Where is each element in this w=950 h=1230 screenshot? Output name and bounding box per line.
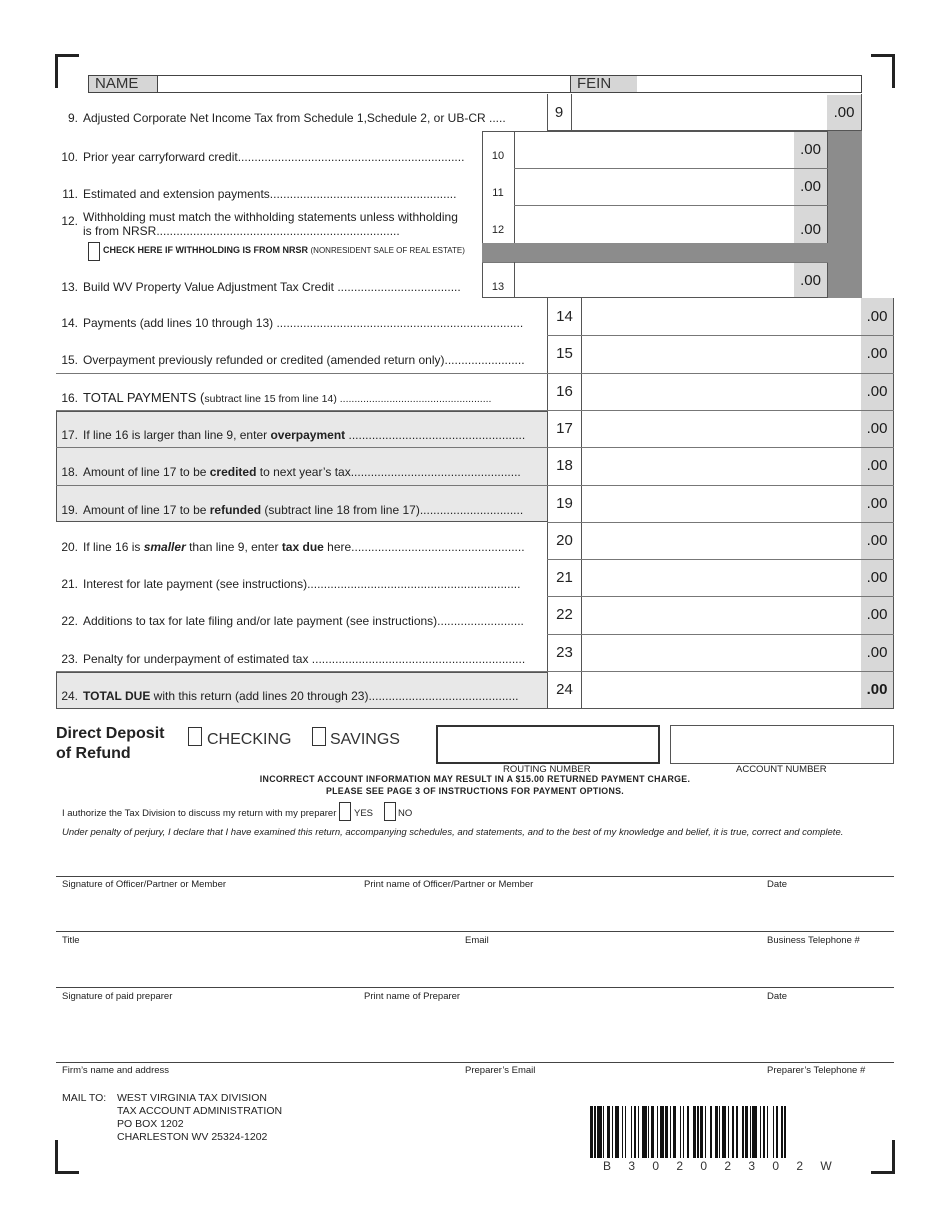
line-15-number: 15: [556, 345, 573, 363]
savings-label: SAVINGS: [330, 731, 400, 748]
line-11-number: 11: [492, 187, 504, 199]
corner-mark-tl: [55, 54, 79, 88]
corner-mark-bl: [55, 1140, 79, 1174]
line-13-number: 13: [491, 281, 505, 293]
line-11-amount[interactable]: [515, 169, 794, 205]
line-13-label: 13. Build WV Property Value Adjustment Tax Credit .....................................: [61, 280, 461, 294]
line-11-cents: .00: [794, 169, 827, 205]
name-label: NAME: [89, 76, 157, 92]
line-23-amount[interactable]: [582, 635, 861, 670]
line-16-number: 16: [556, 382, 573, 400]
nrsr-gray-band: [482, 243, 862, 262]
fein-label: FEIN: [571, 76, 637, 92]
authorize-text: I authorize the Tax Division to discuss my return with my preparer: [62, 808, 337, 819]
line-16-amount[interactable]: [582, 374, 861, 409]
authorize-no-label: NO: [398, 808, 413, 819]
officer-name-label: Print name of Officer/Partner or Member: [364, 879, 534, 890]
line-20-number: 20: [556, 531, 573, 549]
line-13-cents: .00: [794, 263, 827, 297]
preparer-name-label: Print name of Preparer: [364, 991, 461, 1002]
line-23-label: 23. Penalty for underpayment of estimated tax ................................................................: [61, 651, 526, 666]
firm-name-label: Firm’s name and address: [62, 1065, 170, 1076]
line-9-amount[interactable]: [572, 95, 827, 130]
direct-deposit-title: Direct Deposit of Refund: [56, 725, 165, 762]
line-9-number: 9: [554, 104, 564, 121]
inner-credit-block-shade: [828, 131, 862, 298]
line-21-label: 21. Interest for late payment (see instructions)................................................................: [61, 577, 521, 592]
line-12-cents: .00: [794, 206, 827, 243]
email-label: Email: [465, 935, 489, 946]
checking-label: CHECKING: [207, 731, 292, 748]
line-20-label: 20. If line 16 is smaller than line 9, enter tax due here....................................................: [61, 539, 525, 554]
line-12-number: 12: [491, 224, 505, 236]
line-24-cents: .00: [866, 681, 888, 698]
line-18-number: 18: [556, 457, 573, 475]
line-9-cents: .00: [827, 95, 861, 130]
title-label: Title: [62, 935, 80, 946]
routing-number-input[interactable]: [436, 725, 660, 764]
line-17-amount[interactable]: [582, 411, 861, 446]
perjury-statement: Under penalty of perjury, I declare that I have examined this return, accompanying schedules, and statements, and to the best of my knowledge and belief, it is true, correct and complete.: [62, 827, 844, 838]
officer-date-label: Date: [767, 879, 788, 890]
line-10-amount[interactable]: [515, 132, 794, 168]
line-18-label: 18. Amount of line 17 to be credited to next year’s tax...................................................: [61, 465, 521, 480]
routing-number-label: ROUTING NUMBER: [503, 764, 591, 775]
account-number-label: ACCOUNT NUMBER: [736, 764, 827, 775]
line-21-cents: .00: [866, 569, 888, 587]
line-24-number: 24: [556, 681, 573, 698]
line-17-label: 17. If line 16 is larger than line 9, enter overpayment .....................................................: [61, 427, 526, 442]
mail-address: WEST VIRGINIA TAX DIVISION TAX ACCOUNT ADMINISTRATION PO BOX 1202 CHARLESTON WV 25324-1202: [117, 1092, 283, 1143]
line-9-label: 9. Adjusted Corporate Net Income Tax from Schedule 1,Schedule 2, or UB-CR .....: [67, 111, 506, 125]
line-14-number: 14: [556, 308, 573, 325]
line-16-label: 16. TOTAL PAYMENTS (subtract line 15 from line 14) ....................................................: [61, 389, 492, 405]
line-14-label: 14. Payments (add lines 10 through 13) ..........................................................................: [61, 316, 524, 330]
line-19-label: 19. Amount of line 17 to be refunded (subtract line 18 from line 17)...............................: [61, 502, 524, 517]
barcode: [590, 1106, 858, 1158]
preparer-date-label: Date: [767, 991, 788, 1002]
name-fein-header: [88, 75, 862, 93]
barcode-text: B 3 0 2 0 2 3 0 2 W: [603, 1159, 839, 1173]
line-16-cents: .00: [866, 382, 888, 400]
checking-checkbox[interactable]: [188, 727, 202, 746]
line-14-amount[interactable]: [582, 299, 861, 334]
line-22-number: 22: [556, 606, 573, 624]
preparer-phone-label: Preparer’s Telephone #: [767, 1065, 866, 1076]
preparer-signature-label: Signature of paid preparer: [62, 991, 173, 1002]
line-17-cents: .00: [866, 419, 888, 437]
line-19-number: 19: [556, 494, 573, 512]
line-15-cents: .00: [866, 345, 888, 363]
line-18-amount[interactable]: [582, 448, 861, 483]
nrsr-check-label: CHECK HERE IF WITHHOLDING IS FROM NRSR (NONRESIDENT SALE OF REAL ESTATE): [103, 245, 465, 255]
payment-warning: INCORRECT ACCOUNT INFORMATION MAY RESULT IN A $15.00 RETURNED PAYMENT CHARGE. PLEASE SEE PAGE 3 OF INSTRUCTIONS FOR PAYMENT OPTIONS.: [259, 774, 691, 796]
line-24-label: 24. TOTAL DUE with this return (add lines 20 through 23).............................................: [61, 689, 519, 703]
line-17-number: 17: [556, 419, 573, 437]
line-15-label: 15. Overpayment previously refunded or credited (amended return only)........................: [61, 353, 525, 368]
authorize-yes-checkbox[interactable]: [339, 802, 351, 821]
mail-to-label: MAIL TO:: [62, 1092, 107, 1104]
line-19-cents: .00: [866, 494, 888, 512]
line-13-amount[interactable]: [515, 263, 794, 297]
authorize-no-checkbox[interactable]: [384, 802, 396, 821]
line-22-amount[interactable]: [582, 597, 861, 632]
line-14-cents: .00: [866, 308, 888, 325]
line-23-cents: .00: [866, 643, 888, 661]
line-11-label: 11. Estimated and extension payments........................................................: [62, 187, 457, 201]
corner-mark-br: [871, 1140, 895, 1174]
account-number-input[interactable]: [670, 725, 894, 764]
line-20-cents: .00: [866, 531, 888, 549]
nrsr-checkbox[interactable]: [88, 242, 100, 261]
line-15-amount[interactable]: [582, 336, 861, 371]
officer-signature-label: Signature of Officer/Partner or Member: [62, 879, 227, 890]
preparer-email-label: Preparer’s Email: [465, 1065, 536, 1076]
line-10-number: 10: [491, 150, 505, 162]
line-23-number: 23: [556, 643, 573, 661]
line-10-cents: .00: [794, 132, 827, 168]
line-19-amount[interactable]: [582, 486, 861, 521]
line-12-label: 12. Withholding must match the withholding statements unless withholding is from NRSR.........................................................................: [61, 210, 458, 238]
fein-field[interactable]: [637, 76, 861, 92]
corner-mark-tr: [871, 54, 895, 88]
line-24-amount[interactable]: [582, 672, 861, 707]
line-21-number: 21: [556, 569, 573, 587]
business-phone-label: Business Telephone #: [767, 935, 860, 946]
line-21-amount[interactable]: [582, 560, 861, 595]
line-10-label: 10. Prior year carryforward credit....................................................................: [61, 150, 465, 164]
savings-checkbox[interactable]: [312, 727, 326, 746]
line-22-cents: .00: [866, 606, 888, 624]
line-12-amount[interactable]: [515, 206, 794, 243]
line-18-cents: .00: [866, 457, 888, 475]
authorize-yes-label: YES: [354, 808, 374, 819]
line-20-amount[interactable]: [582, 523, 861, 558]
name-field[interactable]: [157, 76, 571, 92]
line-22-label: 22. Additions to tax for late filing and/or late payment (see instructions)..........................: [61, 614, 524, 629]
